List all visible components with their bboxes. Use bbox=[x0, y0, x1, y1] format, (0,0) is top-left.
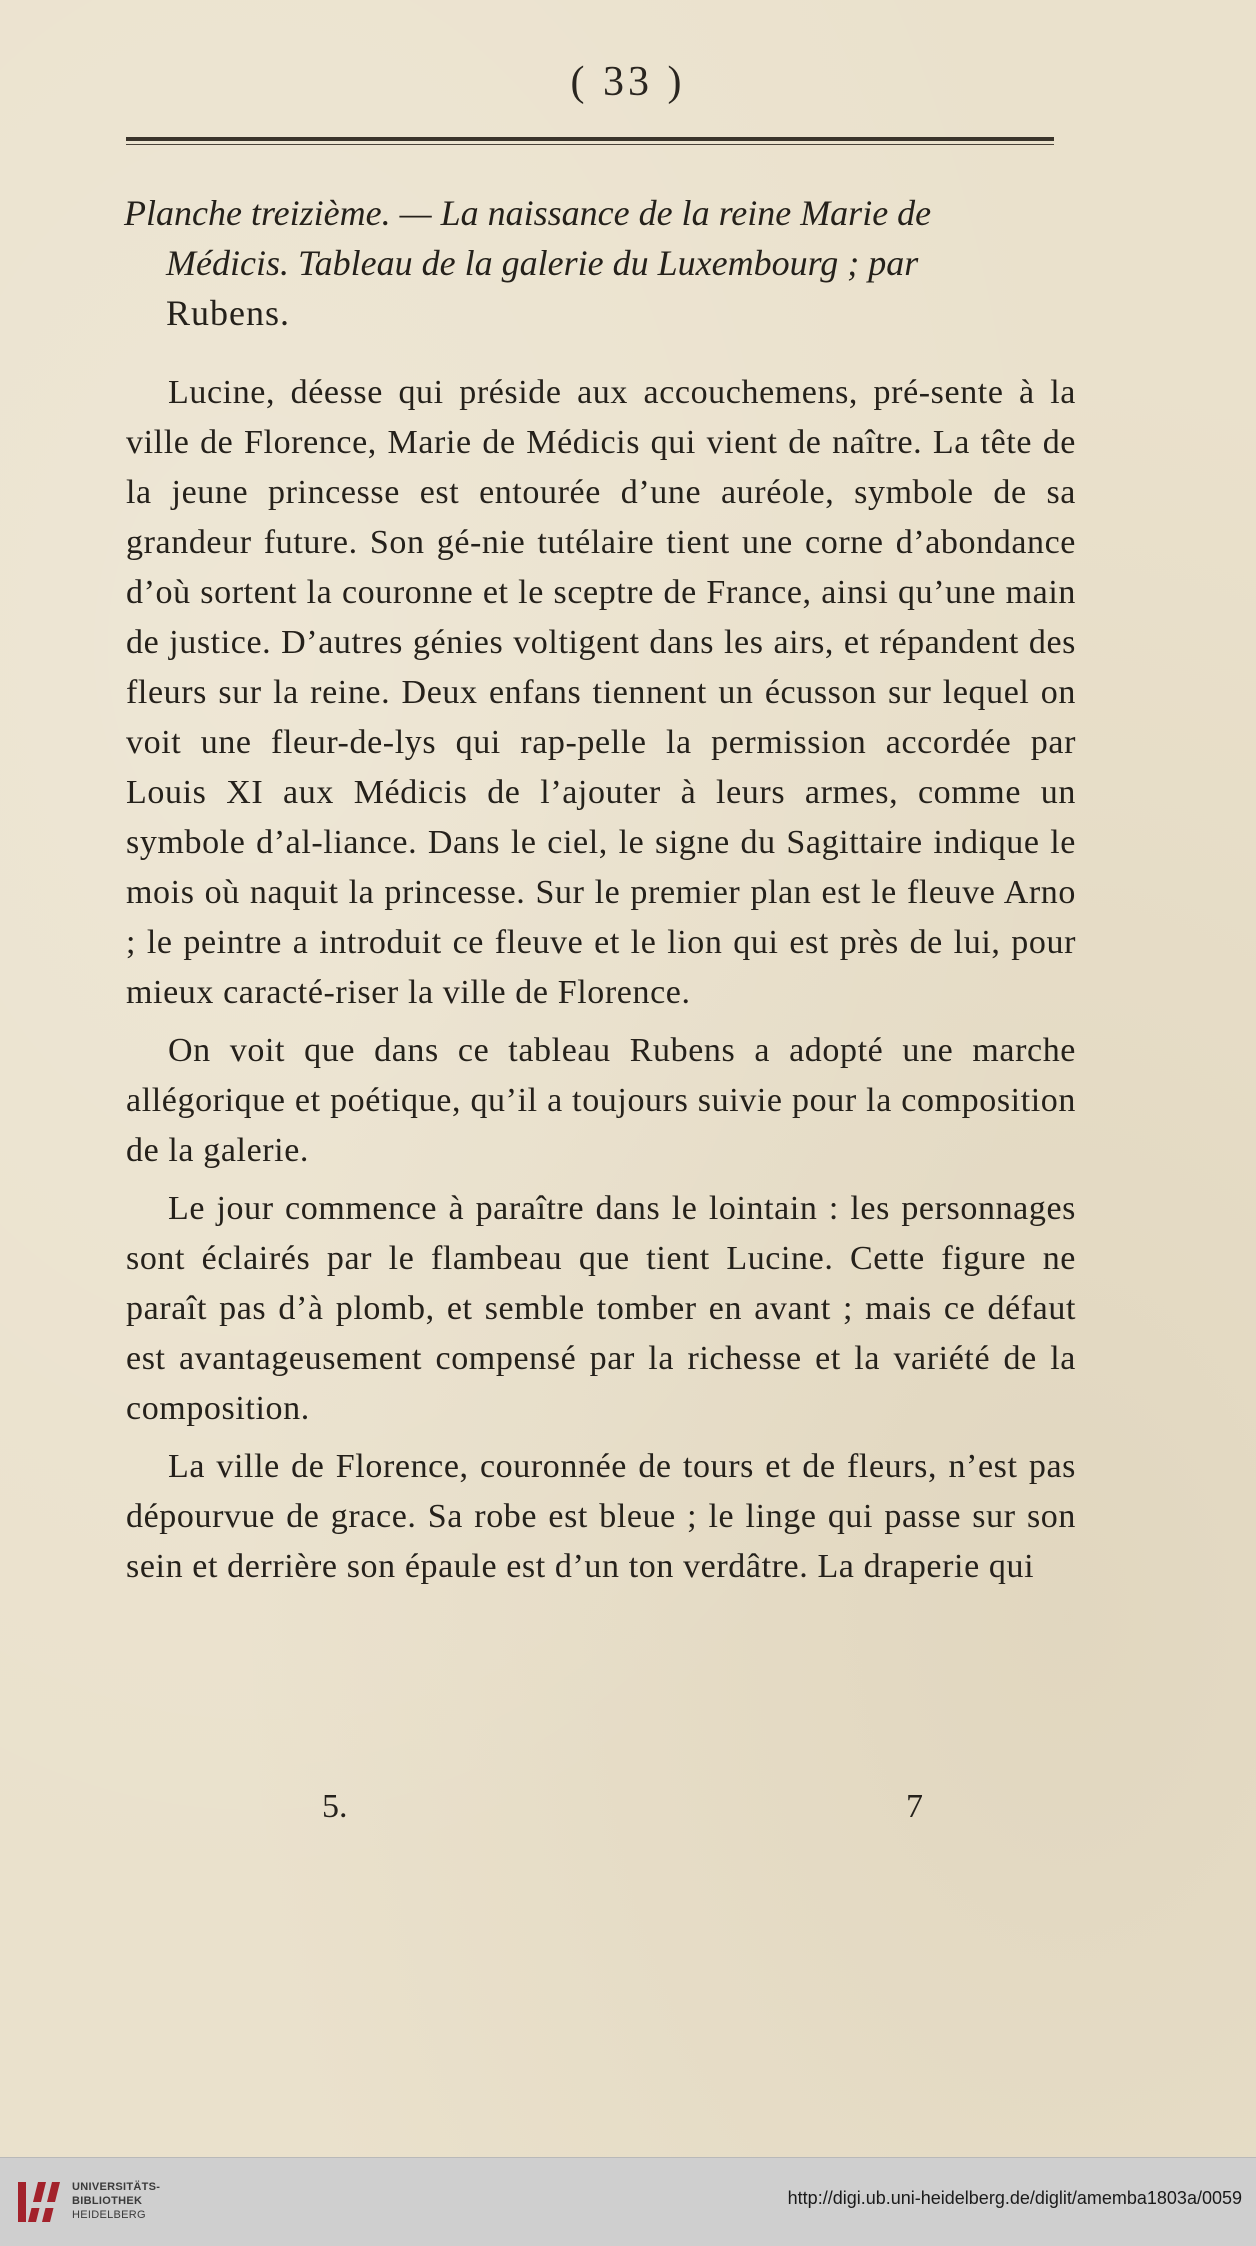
paragraph-4: La ville de Florence, couronnée de tours et de fleurs, n’est pas dépourvue de grace. Sa robe est bleue ; le linge qui passe sur son sein et derrière son épaule est d’un ton verdâtre. La draperie qui bbox=[126, 1448, 1076, 1585]
plate-heading bbox=[124, 188, 1076, 338]
signature-mark: 5. bbox=[322, 1788, 348, 1825]
header-rule bbox=[126, 134, 1054, 148]
heading-line-1: Planche treizième. — La naissance de la reine Marie de bbox=[124, 193, 932, 233]
heading-line-2: Médicis. Tableau de la galerie du Luxembourg ; par bbox=[166, 243, 919, 283]
library-name-line-3: HEIDELBERG bbox=[72, 2209, 146, 2221]
library-name-line-1: UNIVERSITÄTS- bbox=[72, 2181, 161, 2193]
page-footer-marks bbox=[0, 1788, 1256, 1838]
library-name-line-2: BIBLIOTHEK bbox=[72, 2195, 143, 2207]
body-text bbox=[126, 368, 1076, 1600]
university-logo-icon bbox=[14, 2176, 64, 2228]
header-rule-thin bbox=[126, 144, 1054, 145]
heading-line-3: Rubens. bbox=[166, 293, 290, 333]
paragraph-3: Le jour commence à paraître dans le lointain : les personnages sont éclairés par le flambeau que tient Lucine. Cette figure ne paraît pas d’à plomb, et semble tomber en avant ; mais ce défaut est avantageusement compensé par la richesse et la variété de la composition. bbox=[126, 1190, 1076, 1427]
library-footer-bar bbox=[0, 2157, 1256, 2246]
library-name bbox=[72, 2180, 160, 2222]
paragraph-2: On voit que dans ce tableau Rubens a adopté une marche allégorique et poétique, qu’il a toujours suivie pour la composition de la galerie. bbox=[126, 1032, 1076, 1169]
source-url-link[interactable]: http://digi.ub.uni-heidelberg.de/diglit/amemba1803a/0059 bbox=[787, 2188, 1242, 2208]
catchword: 7 bbox=[906, 1788, 923, 1825]
header-rule-thick bbox=[126, 137, 1054, 141]
page-number: ( 33 ) bbox=[570, 59, 686, 105]
paragraph-1: Lucine, déesse qui préside aux accouchemens, pré-sente à la ville de Florence, Marie de Médicis qui vient de naître. La tête de la jeune princesse est entourée d’une auréole, symbole de sa grandeur future. Son gé-nie tutélaire tient une corne d’abondance d’où sortent la couronne et le sceptre de France, ainsi qu’une main de justice. D’autres génies voltigent dans les airs, et répandent des fleurs sur la reine. Deux enfans tiennent un écusson sur lequel on voit une fleur-de-lys qui rap-pelle la permission accordée par Louis XI aux Médicis de l’ajouter à leurs armes, comme un symbole d’al-liance. Dans le ciel, le signe du Sagittaire indique le mois où naquit la princesse. Sur le premier plan est le fleuve Arno ; le peintre a introduit ce fleuve et le lion qui est près de lui, pour mieux caracté-riser la ville de Florence. bbox=[126, 374, 1076, 1011]
